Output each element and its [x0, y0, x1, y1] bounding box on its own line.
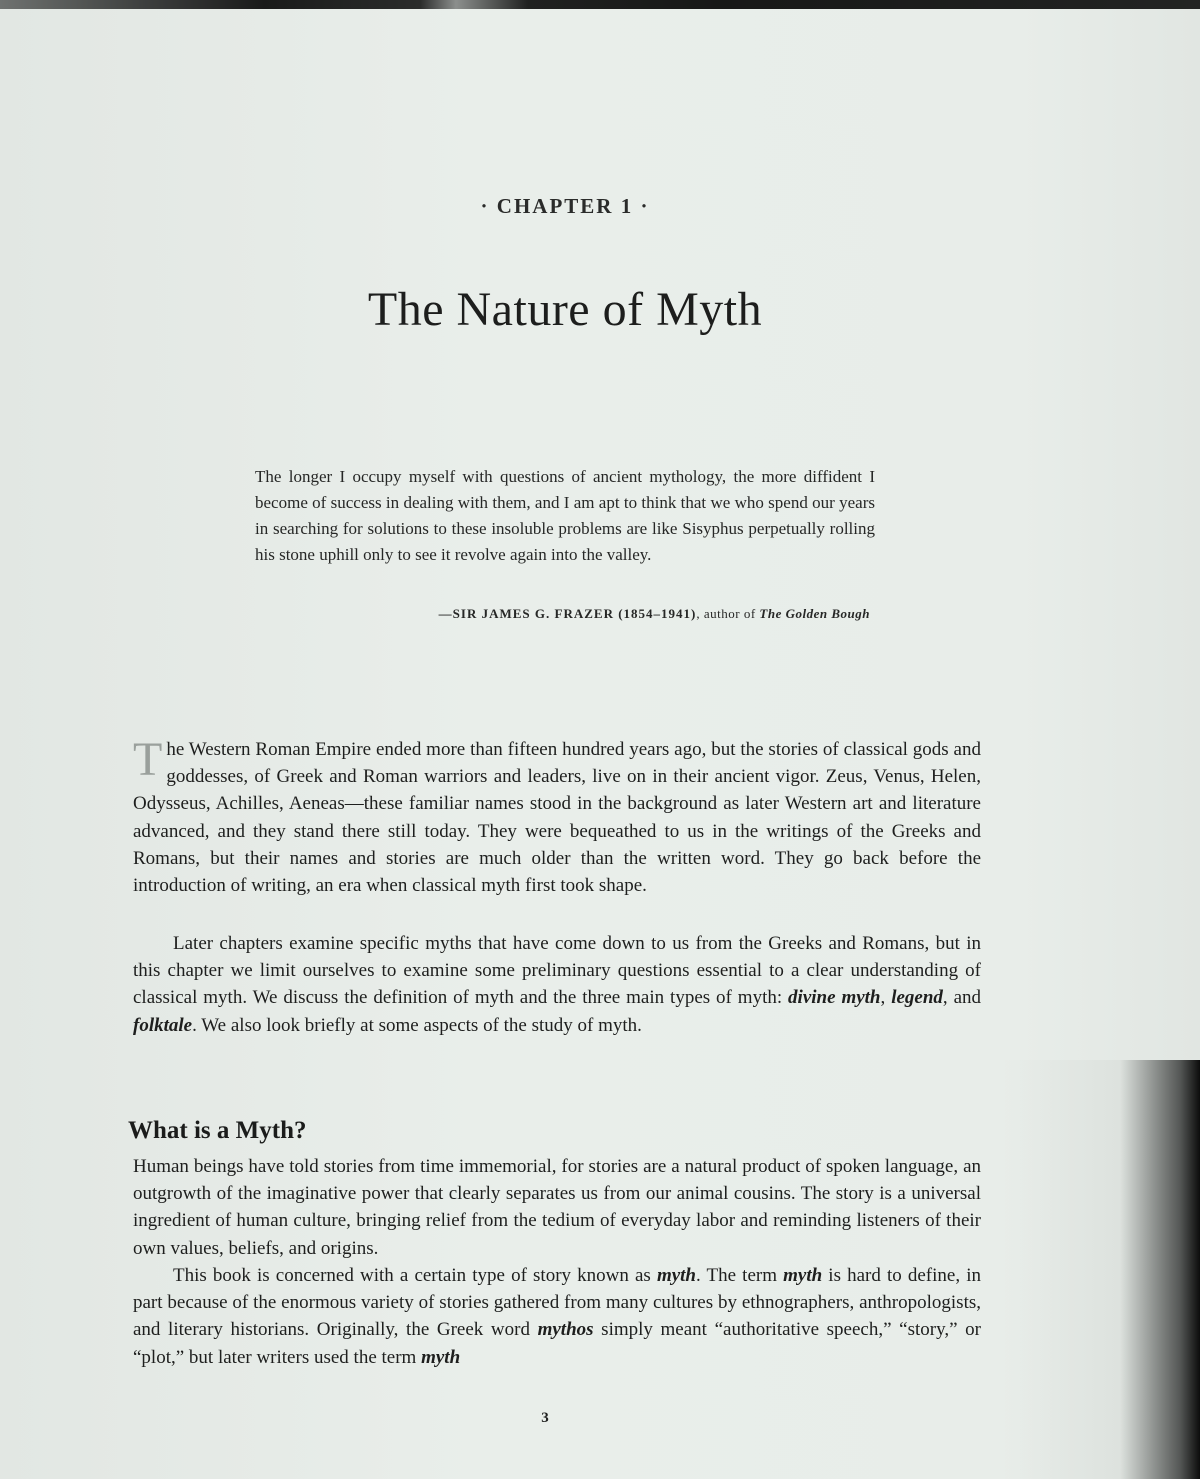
separator: , [880, 987, 892, 1009]
term-myth: myth [421, 1346, 461, 1368]
paragraph-text: simply meant “authoritative speech,” “story,” or “plot,” but later writers used the term [133, 1319, 981, 1368]
chapter-label: · CHAPTER 1 · [480, 194, 650, 218]
term-divine-myth: divine myth [788, 987, 881, 1009]
paragraph-text: is hard to define, in part because of the enormous variety of stories gathered from many cultures by ethnographers, anthropologists, and literary historians. Originally, the Greek word [133, 1265, 981, 1341]
paragraph-text: Later chapters examine specific myths that have come down to us from the Greeks and Romans, but in this chapter we limit ourselves to examine some preliminary questions essential to a clear understanding of classical myth. We discuss the definition of myth and the three main types of myth: [133, 933, 981, 1009]
drop-cap: T [133, 733, 163, 786]
separator: , and [942, 987, 981, 1009]
paragraph-text: This book is concerned with a certain type of story known as [173, 1265, 657, 1286]
epigraph-attribution [255, 606, 870, 622]
section-heading: What is a Myth? [128, 1117, 307, 1144]
epigraph-quote: The longer I occupy myself with questions of ancient mythology, the more diffident I become of success in dealing with them, and I am apt to think that we who spend our years in searching for solutions to these insoluble problems are like Sisyphus perpetually rolling his stone uphill only to see it revolve again into the valley. [255, 467, 875, 564]
term-mythos: mythos [537, 1319, 594, 1341]
term-legend: legend [891, 987, 943, 1009]
attribution-work: The Golden Bough [759, 606, 870, 621]
paragraph-text: . The term [696, 1265, 784, 1286]
term-myth: myth [656, 1265, 696, 1286]
term-folktale: folktale [133, 1014, 193, 1036]
page-number: 3 [541, 1410, 549, 1426]
paragraph-definition [133, 1262, 981, 1371]
chapter-title: The Nature of Myth [367, 283, 763, 336]
paragraph-intro [133, 733, 981, 899]
paragraph-storytelling: Human beings have told stories from time immemorial, for stories are a natural product of spoken language, an outgrowth of the imaginative power that clearly separates us from our animal cousins. The story is a universal ingredient of human culture, bringing relief from the tedium of everyday labor and reminding listeners of their own values, beliefs, and origins. [133, 1156, 981, 1259]
paragraph-text: . We also look briefly at some aspects of the study of myth. [192, 1014, 642, 1036]
attribution-name: —SIR JAMES G. FRAZER (1854–1941) [438, 606, 697, 621]
term-myth: myth [783, 1265, 823, 1286]
scan-edge-shadow [0, 0, 1200, 9]
paragraph-intro-text: he Western Roman Empire ended more than fifteen hundred years ago, but the stories of classical gods and goddesses, of Greek and Roman warriors and leaders, live on in their ancient vigor. Zeus, Venus, Helen, Odysseus, Achilles, Aeneas—these familiar names stood in the background as later Western art and literature advanced, and they stand there still today. They were bequeathed to us in the writings of the Greeks and Romans, but their names and stories are much older than the written word. They go back before the introduction of writing, an era when classical myth first took shape. [133, 739, 981, 897]
attribution-role: , author of [696, 606, 760, 621]
paragraph-chapter-scope [133, 930, 981, 1039]
